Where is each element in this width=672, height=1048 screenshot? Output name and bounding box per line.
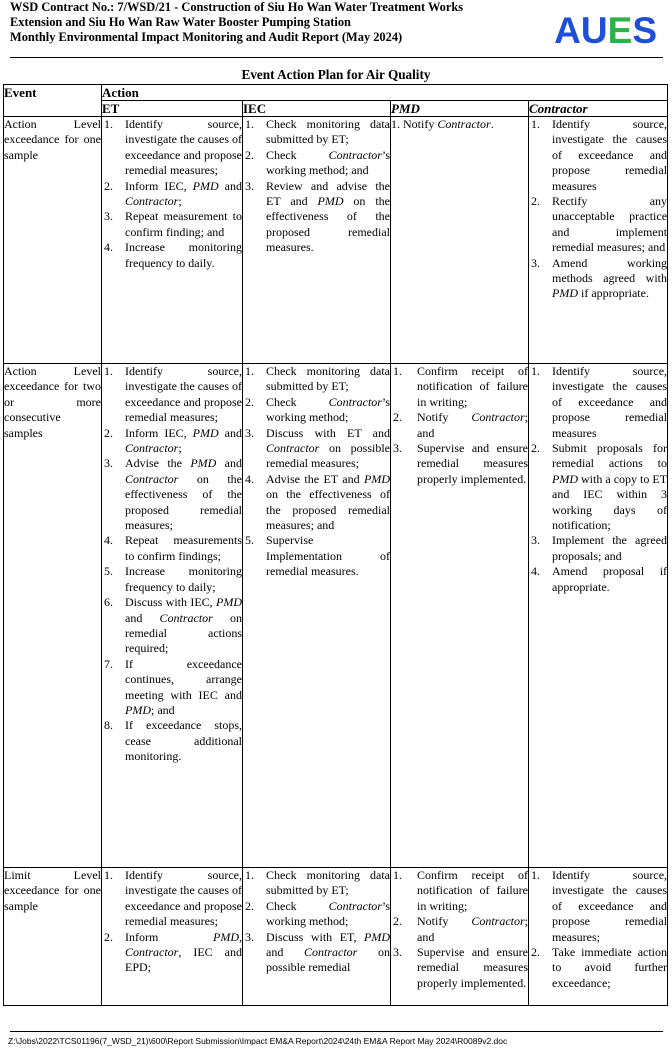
list-item: 3. Repeat measurement to confirm finding; and — [102, 209, 242, 240]
header-contract-line: WSD Contract No.: 7/WSD/21 - Construction of Siu Ho Wan Water Treatment Works — [10, 0, 464, 14]
iec-actions-cell — [243, 117, 391, 364]
iec-column-header: IEC — [243, 101, 391, 117]
et-column-header: ET — [102, 101, 243, 117]
et-actions-cell — [102, 117, 243, 364]
et-actions-cell — [102, 364, 243, 868]
contractor-column-header: Contractor — [529, 101, 668, 117]
list-item: 4. Repeat measurements to confirm findings; — [102, 533, 242, 564]
list-item: 3. Review and advise the ET and PMD on the effectiveness of the proposed remedial measures. — [243, 179, 390, 256]
header-report-line: Monthly Environmental Impact Monitoring and Audit Report (May 2024) — [10, 30, 403, 44]
list-item: 2. Check Contractor’s working method; — [243, 899, 390, 930]
event-action-plan-table — [3, 84, 668, 1006]
logo-letter: S — [632, 10, 657, 51]
event-cell: Action Level exceedance for two or more consecutive samples — [4, 364, 102, 868]
list-item: 3. Supervise and ensure remedial measures properly implemented. — [391, 945, 528, 991]
list-item: 1. Confirm receipt of notification of failure in writing; — [391, 364, 528, 410]
logo-letter: E — [607, 10, 633, 51]
pmd-column-header: PMD — [391, 101, 529, 117]
iec-actions-cell — [243, 868, 391, 1006]
list-item: 4. Increase monitoring frequency to daily. — [102, 240, 242, 271]
list-item: 4. Amend proposal if appropriate. — [529, 564, 667, 595]
list-item: 3. Advise the PMD and Contractor on the effectiveness of the proposed remedial measures; — [102, 456, 242, 533]
file-path-footer: Z:\Jobs\2022\TCS01196(7_WSD_21)\600\Report Submission\Impact EM&A Report\2024\24th EM&A Report May 2024\R0089v2.doc — [8, 1036, 508, 1046]
header-project-line: Extension and Siu Ho Wan Raw Water Booster Pumping Station — [10, 15, 351, 29]
list-item: 3. Discuss with ET and Contractor on possible remedial measures; — [243, 426, 390, 472]
contractor-actions-cell — [529, 868, 668, 1006]
event-cell: Limit Level exceedance for one sample — [4, 868, 102, 1006]
list-item: 2. Submit proposals for remedial actions to PMD with a copy to ET and IEC within 3 working days of notification; — [529, 441, 667, 533]
contractor-actions-cell — [529, 117, 668, 364]
list-item: 6. Discuss with IEC, PMD and Contractor on remedial actions required; — [102, 595, 242, 657]
list-item: 1. Identify source, investigate the causes of exceedance and propose remedial measures; — [102, 117, 242, 179]
table-row — [4, 364, 668, 868]
list-item: 3. Discuss with ET, PMD and Contractor on possible remedial — [243, 930, 390, 976]
list-item: 1. Identify source, investigate the causes of exceedance and propose remedial measures — [529, 364, 667, 441]
logo-letter: A — [554, 10, 581, 51]
list-item: 2. Check Contractor’s working method; — [243, 395, 390, 426]
list-item: 8. If exceedance stops, cease additional monitoring. — [102, 718, 242, 764]
et-actions-cell — [102, 868, 243, 1006]
list-item: 1. Identify source, investigate the causes of exceedance and propose remedial measures — [529, 117, 667, 194]
footer-divider — [10, 1031, 663, 1032]
pmd-actions-cell — [391, 868, 529, 1006]
header-divider — [10, 57, 663, 58]
table-title: Event Action Plan for Air Quality — [241, 67, 431, 82]
list-item: 2. Inform IEC, PMD and Contractor; — [102, 426, 242, 457]
list-item: 1. Identify source, investigate the causes of exceedance and propose remedial measures; — [529, 868, 667, 945]
list-item: 1. Notify Contractor. — [391, 117, 494, 131]
list-item: 1. Identify source, investigate the causes of exceedance and propose remedial measures; — [102, 868, 242, 930]
list-item: 3. Amend working methods agreed with PMD if appropriate. — [529, 256, 667, 302]
list-item: 1. Check monitoring data submitted by ET; — [243, 364, 390, 395]
list-item: 5. Increase monitoring frequency to daily; — [102, 564, 242, 595]
list-item: 2. Take immediate action to avoid further exceedance; — [529, 945, 667, 991]
list-item: 2. Inform IEC, PMD and Contractor; — [102, 179, 242, 210]
list-item: 5. Supervise Implementation of remedial measures. — [243, 533, 390, 579]
logo-letter: U — [580, 10, 608, 51]
contractor-actions-cell — [529, 364, 668, 868]
event-cell: Action Level exceedance for one sample — [4, 117, 102, 364]
table-row — [4, 117, 668, 364]
table-row — [4, 868, 668, 1006]
list-item: 1. Check monitoring data submitted by ET; — [243, 868, 390, 899]
action-column-header: Action — [102, 85, 668, 101]
event-column-header: Event — [4, 85, 102, 117]
list-item: 2. Rectify any unacceptable practice and implement remedial measures; and — [529, 194, 667, 256]
list-item: 2. Notify Contractor; and — [391, 914, 528, 945]
list-item: 2. Check Contractor’s working method; and — [243, 148, 390, 179]
iec-actions-cell — [243, 364, 391, 868]
document-header — [10, 0, 665, 56]
list-item: 4. Advise the ET and PMD on the effectiveness of the proposed remedial measures; and — [243, 472, 390, 534]
list-item: 3. Implement the agreed proposals; and — [529, 533, 667, 564]
list-item: 2. Inform PMD, Contractor, IEC and EPD; — [102, 930, 242, 976]
pmd-actions-cell — [391, 364, 529, 868]
list-item: 2. Notify Contractor; and — [391, 410, 528, 441]
list-item: 7. If exceedance continues, arrange meeting with IEC and PMD; and — [102, 657, 242, 719]
list-item: 1. Confirm receipt of notification of failure in writing; — [391, 868, 528, 914]
aues-logo — [554, 12, 657, 50]
list-item: 1. Identify source, investigate the causes of exceedance and propose remedial measures; — [102, 364, 242, 426]
list-item: 3. Supervise and ensure remedial measures properly implemented. — [391, 441, 528, 487]
list-item: 1. Check monitoring data submitted by ET; — [243, 117, 390, 148]
pmd-actions-cell — [391, 117, 529, 364]
